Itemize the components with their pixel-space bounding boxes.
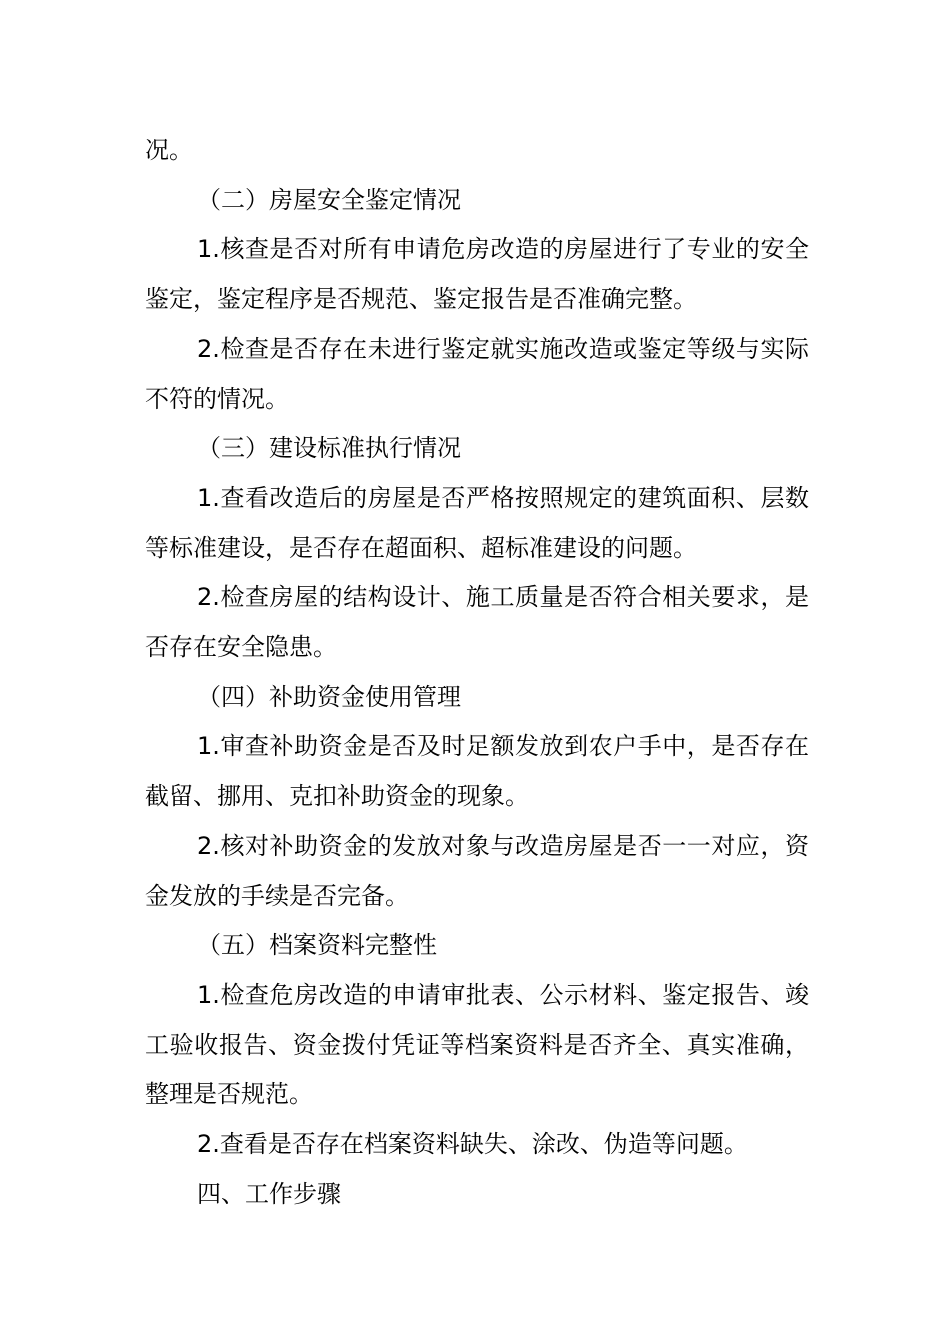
subheading-housing-safety-appraisal: （二）房屋安全鉴定情况: [197, 185, 461, 214]
paragraph-standards-item-1: 1.查看改造后的房屋是否严格按照规定的建筑面积、层数等标准建设，是否存在超面积、超标准建设的问题。: [145, 483, 809, 562]
paragraph-standards-item-2: 2.检查房屋的结构设计、施工质量是否符合相关要求，是否存在安全隐患。: [145, 583, 809, 662]
subheading-subsidy-funds: （四）补助资金使用管理: [197, 682, 461, 711]
paragraph-continuation: 况。: [145, 136, 193, 164]
paragraph-appraisal-item-1: 1.核查是否对所有申请危房改造的房屋进行了专业的安全鉴定，鉴定程序是否规范、鉴定报告是否准确完整。: [145, 235, 809, 314]
paragraph-funds-item-1: 1.审查补助资金是否及时足额发放到农户手中，是否存在截留、挪用、克扣补助资金的现象。: [145, 732, 809, 811]
paragraph-archive-item-2: 2.查看是否存在档案资料缺失、涂改、伪造等问题。: [197, 1130, 748, 1159]
paragraph-archive-item-1: 1.检查危房改造的申请审批表、公示材料、鉴定报告、竣工验收报告、资金拨付凭证等档案资料是否齐全、真实准确，整理是否规范。: [145, 980, 809, 1109]
section-heading-work-steps: 四、工作步骤: [197, 1179, 341, 1208]
paragraph-funds-item-2: 2.核对补助资金的发放对象与改造房屋是否一一对应，资金发放的手续是否完备。: [145, 831, 809, 910]
document-body: [145, 126, 809, 1219]
paragraph-appraisal-item-2: 2.检查是否存在未进行鉴定就实施改造或鉴定等级与实际不符的情况。: [145, 334, 809, 413]
subheading-archive-completeness: （五）档案资料完整性: [197, 931, 437, 960]
subheading-construction-standards: （三）建设标准执行情况: [197, 434, 461, 463]
